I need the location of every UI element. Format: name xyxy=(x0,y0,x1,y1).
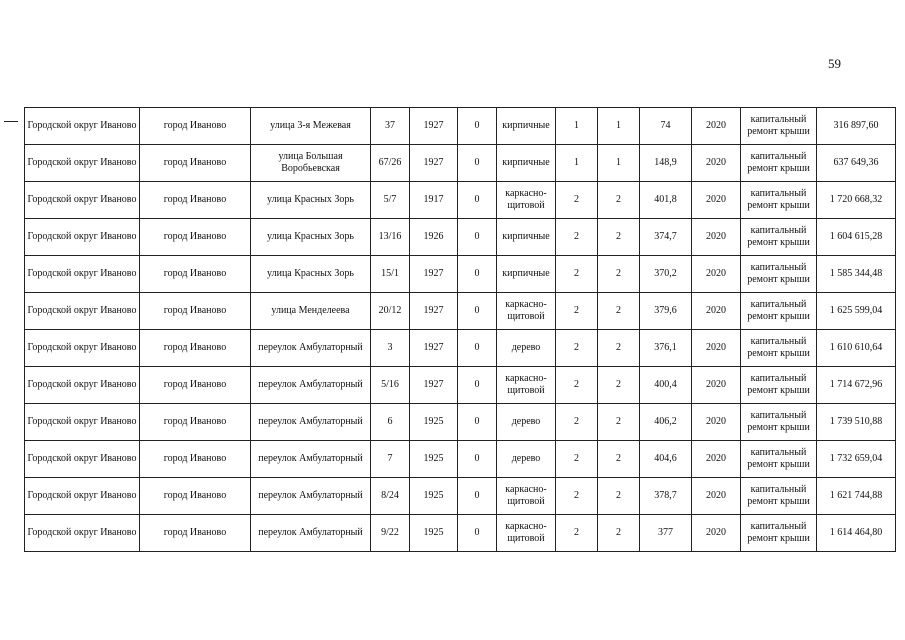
plan-year-cell: 2020 xyxy=(692,367,741,404)
street-cell: переулок Амбулаторный xyxy=(251,330,371,367)
zero-value-cell: 0 xyxy=(458,367,497,404)
cost-cell: 1 621 744,88 xyxy=(817,478,896,515)
city-cell: город Иваново xyxy=(140,108,251,145)
area-cell: 376,1 xyxy=(640,330,692,367)
house-number-cell: 67/26 xyxy=(371,145,410,182)
city-cell: город Иваново xyxy=(140,256,251,293)
entrances-cell: 2 xyxy=(598,478,640,515)
area-cell: 370,2 xyxy=(640,256,692,293)
year-built-cell: 1927 xyxy=(410,256,458,293)
page-number: 59 xyxy=(828,56,841,71)
table-row xyxy=(25,441,896,478)
area-cell: 378,7 xyxy=(640,478,692,515)
wall-material-cell: кирпичные xyxy=(497,108,556,145)
work-type-cell: капитальный ремонт крыши xyxy=(741,293,817,330)
area-cell: 377 xyxy=(640,515,692,552)
year-built-cell: 1925 xyxy=(410,478,458,515)
wall-material-cell: каркасно-щитовой xyxy=(497,367,556,404)
street-cell: переулок Амбулаторный xyxy=(251,404,371,441)
city-cell: город Иваново xyxy=(140,330,251,367)
floors-cell: 2 xyxy=(556,478,598,515)
district-cell: Городской округ Иваново xyxy=(25,367,140,404)
cost-cell: 1 585 344,48 xyxy=(817,256,896,293)
street-cell: переулок Амбулаторный xyxy=(251,441,371,478)
city-cell: город Иваново xyxy=(140,367,251,404)
area-cell: 400,4 xyxy=(640,367,692,404)
floors-cell: 1 xyxy=(556,145,598,182)
area-cell: 74 xyxy=(640,108,692,145)
floors-cell: 2 xyxy=(556,219,598,256)
margin-mark xyxy=(4,121,18,122)
district-cell: Городской округ Иваново xyxy=(25,478,140,515)
work-type-cell: капитальный ремонт крыши xyxy=(741,219,817,256)
city-cell: город Иваново xyxy=(140,219,251,256)
entrances-cell: 2 xyxy=(598,330,640,367)
work-type-cell: капитальный ремонт крыши xyxy=(741,404,817,441)
wall-material-cell: каркасно-щитовой xyxy=(497,515,556,552)
street-cell: переулок Амбулаторный xyxy=(251,515,371,552)
cost-cell: 1 732 659,04 xyxy=(817,441,896,478)
floors-cell: 2 xyxy=(556,515,598,552)
house-number-cell: 5/7 xyxy=(371,182,410,219)
house-number-cell: 15/1 xyxy=(371,256,410,293)
city-cell: город Иваново xyxy=(140,441,251,478)
work-type-cell: капитальный ремонт крыши xyxy=(741,367,817,404)
year-built-cell: 1927 xyxy=(410,330,458,367)
house-number-cell: 20/12 xyxy=(371,293,410,330)
wall-material-cell: дерево xyxy=(497,330,556,367)
house-number-cell: 37 xyxy=(371,108,410,145)
plan-year-cell: 2020 xyxy=(692,256,741,293)
table-body xyxy=(25,108,896,552)
house-number-cell: 13/16 xyxy=(371,219,410,256)
street-cell: переулок Амбулаторный xyxy=(251,478,371,515)
floors-cell: 2 xyxy=(556,182,598,219)
entrances-cell: 2 xyxy=(598,515,640,552)
wall-material-cell: дерево xyxy=(497,404,556,441)
area-cell: 148,9 xyxy=(640,145,692,182)
entrances-cell: 1 xyxy=(598,145,640,182)
wall-material-cell: дерево xyxy=(497,441,556,478)
street-cell: улица Красных Зорь xyxy=(251,182,371,219)
plan-year-cell: 2020 xyxy=(692,478,741,515)
city-cell: город Иваново xyxy=(140,182,251,219)
year-built-cell: 1925 xyxy=(410,515,458,552)
plan-year-cell: 2020 xyxy=(692,330,741,367)
cost-cell: 1 714 672,96 xyxy=(817,367,896,404)
entrances-cell: 2 xyxy=(598,219,640,256)
zero-value-cell: 0 xyxy=(458,293,497,330)
wall-material-cell: кирпичные xyxy=(497,219,556,256)
cost-cell: 1 614 464,80 xyxy=(817,515,896,552)
table-row xyxy=(25,108,896,145)
plan-year-cell: 2020 xyxy=(692,219,741,256)
house-number-cell: 7 xyxy=(371,441,410,478)
table-row xyxy=(25,145,896,182)
plan-year-cell: 2020 xyxy=(692,441,741,478)
year-built-cell: 1925 xyxy=(410,441,458,478)
table-row xyxy=(25,182,896,219)
district-cell: Городской округ Иваново xyxy=(25,293,140,330)
year-built-cell: 1927 xyxy=(410,108,458,145)
floors-cell: 2 xyxy=(556,293,598,330)
entrances-cell: 2 xyxy=(598,367,640,404)
entrances-cell: 1 xyxy=(598,108,640,145)
wall-material-cell: кирпичные xyxy=(497,256,556,293)
zero-value-cell: 0 xyxy=(458,404,497,441)
floors-cell: 2 xyxy=(556,330,598,367)
entrances-cell: 2 xyxy=(598,293,640,330)
table-row xyxy=(25,404,896,441)
house-number-cell: 5/16 xyxy=(371,367,410,404)
plan-year-cell: 2020 xyxy=(692,182,741,219)
house-number-cell: 6 xyxy=(371,404,410,441)
cost-cell: 1 625 599,04 xyxy=(817,293,896,330)
work-type-cell: капитальный ремонт крыши xyxy=(741,515,817,552)
district-cell: Городской округ Иваново xyxy=(25,108,140,145)
cost-cell: 1 739 510,88 xyxy=(817,404,896,441)
district-cell: Городской округ Иваново xyxy=(25,145,140,182)
work-type-cell: капитальный ремонт крыши xyxy=(741,182,817,219)
floors-cell: 2 xyxy=(556,367,598,404)
area-cell: 379,6 xyxy=(640,293,692,330)
zero-value-cell: 0 xyxy=(458,256,497,293)
house-number-cell: 9/22 xyxy=(371,515,410,552)
zero-value-cell: 0 xyxy=(458,441,497,478)
street-cell: улица Красных Зорь xyxy=(251,256,371,293)
area-cell: 374,7 xyxy=(640,219,692,256)
cost-cell: 1 720 668,32 xyxy=(817,182,896,219)
cost-cell: 1 610 610,64 xyxy=(817,330,896,367)
buildings-table xyxy=(24,107,896,552)
table-row xyxy=(25,478,896,515)
city-cell: город Иваново xyxy=(140,404,251,441)
year-built-cell: 1926 xyxy=(410,219,458,256)
city-cell: город Иваново xyxy=(140,478,251,515)
cost-cell: 316 897,60 xyxy=(817,108,896,145)
district-cell: Городской округ Иваново xyxy=(25,441,140,478)
floors-cell: 2 xyxy=(556,404,598,441)
district-cell: Городской округ Иваново xyxy=(25,330,140,367)
table-row xyxy=(25,256,896,293)
zero-value-cell: 0 xyxy=(458,108,497,145)
wall-material-cell: каркасно-щитовой xyxy=(497,478,556,515)
cost-cell: 637 649,36 xyxy=(817,145,896,182)
district-cell: Городской округ Иваново xyxy=(25,404,140,441)
wall-material-cell: кирпичные xyxy=(497,145,556,182)
plan-year-cell: 2020 xyxy=(692,515,741,552)
year-built-cell: 1927 xyxy=(410,367,458,404)
street-cell: переулок Амбулаторный xyxy=(251,367,371,404)
entrances-cell: 2 xyxy=(598,441,640,478)
city-cell: город Иваново xyxy=(140,515,251,552)
floors-cell: 1 xyxy=(556,108,598,145)
year-built-cell: 1925 xyxy=(410,404,458,441)
street-cell: улица Красных Зорь xyxy=(251,219,371,256)
area-cell: 406,2 xyxy=(640,404,692,441)
plan-year-cell: 2020 xyxy=(692,145,741,182)
work-type-cell: капитальный ремонт крыши xyxy=(741,478,817,515)
entrances-cell: 2 xyxy=(598,256,640,293)
plan-year-cell: 2020 xyxy=(692,293,741,330)
entrances-cell: 2 xyxy=(598,404,640,441)
zero-value-cell: 0 xyxy=(458,478,497,515)
zero-value-cell: 0 xyxy=(458,330,497,367)
year-built-cell: 1917 xyxy=(410,182,458,219)
table-row xyxy=(25,219,896,256)
district-cell: Городской округ Иваново xyxy=(25,219,140,256)
district-cell: Городской округ Иваново xyxy=(25,182,140,219)
table-row xyxy=(25,293,896,330)
zero-value-cell: 0 xyxy=(458,182,497,219)
cost-cell: 1 604 615,28 xyxy=(817,219,896,256)
plan-year-cell: 2020 xyxy=(692,108,741,145)
table-row xyxy=(25,330,896,367)
table-row xyxy=(25,367,896,404)
house-number-cell: 8/24 xyxy=(371,478,410,515)
table-row xyxy=(25,515,896,552)
street-cell: улица Большая Воробьевская xyxy=(251,145,371,182)
year-built-cell: 1927 xyxy=(410,293,458,330)
entrances-cell: 2 xyxy=(598,182,640,219)
house-number-cell: 3 xyxy=(371,330,410,367)
district-cell: Городской округ Иваново xyxy=(25,256,140,293)
zero-value-cell: 0 xyxy=(458,219,497,256)
wall-material-cell: каркасно-щитовой xyxy=(497,293,556,330)
district-cell: Городской округ Иваново xyxy=(25,515,140,552)
city-cell: город Иваново xyxy=(140,293,251,330)
work-type-cell: капитальный ремонт крыши xyxy=(741,441,817,478)
plan-year-cell: 2020 xyxy=(692,404,741,441)
city-cell: город Иваново xyxy=(140,145,251,182)
floors-cell: 2 xyxy=(556,256,598,293)
floors-cell: 2 xyxy=(556,441,598,478)
work-type-cell: капитальный ремонт крыши xyxy=(741,145,817,182)
zero-value-cell: 0 xyxy=(458,145,497,182)
work-type-cell: капитальный ремонт крыши xyxy=(741,330,817,367)
zero-value-cell: 0 xyxy=(458,515,497,552)
year-built-cell: 1927 xyxy=(410,145,458,182)
work-type-cell: капитальный ремонт крыши xyxy=(741,256,817,293)
street-cell: улица 3-я Межевая xyxy=(251,108,371,145)
street-cell: улица Менделеева xyxy=(251,293,371,330)
wall-material-cell: каркасно-щитовой xyxy=(497,182,556,219)
area-cell: 401,8 xyxy=(640,182,692,219)
area-cell: 404,6 xyxy=(640,441,692,478)
work-type-cell: капитальный ремонт крыши xyxy=(741,108,817,145)
